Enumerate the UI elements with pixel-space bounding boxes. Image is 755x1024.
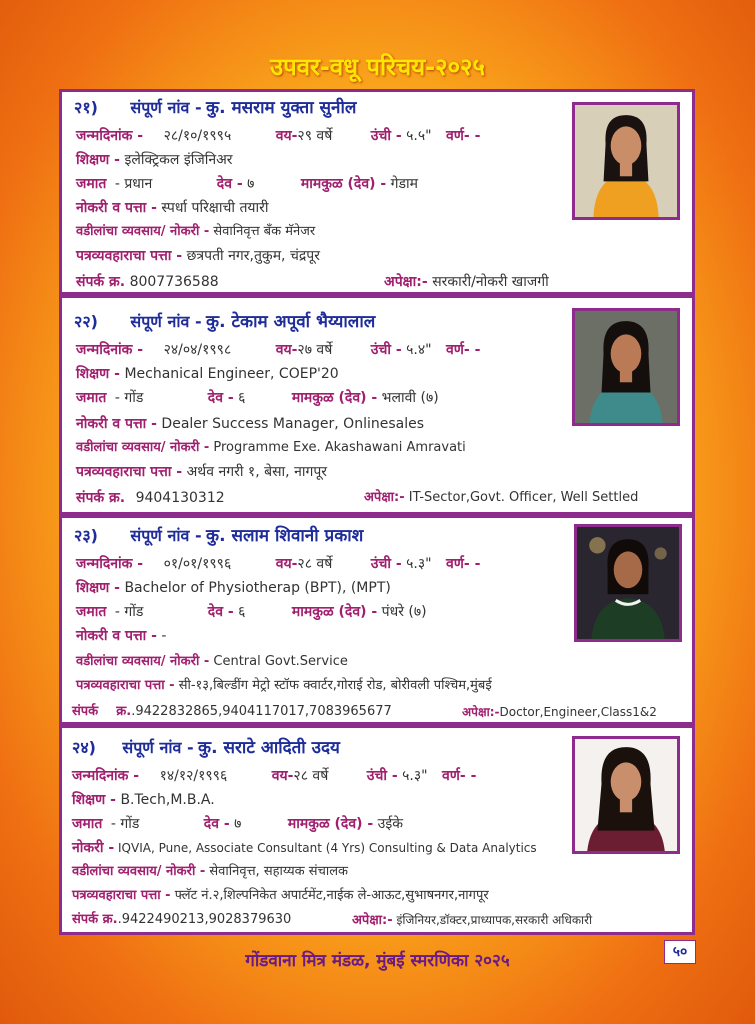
father-label: वडीलांचा व्यवसाय/ नोकरी -: [76, 224, 210, 239]
dob-row: [76, 554, 480, 574]
complexion-label: वर्ण- -: [446, 556, 481, 572]
profile-photo: [574, 524, 682, 642]
postal-row: [76, 676, 492, 696]
contact-row: [76, 488, 225, 508]
full-name-value: कु. मसराम युक्ता सुनील: [206, 98, 357, 118]
mamkul-value: भलावी (७): [381, 390, 439, 406]
expectation-row: [384, 272, 549, 292]
page-title: उपवर-वधू परिचय-२०२५: [269, 53, 486, 81]
name-row: [72, 738, 340, 759]
name-row: [74, 526, 363, 547]
mamkul-label: मामकुळ (देव) -: [291, 604, 378, 620]
education-row: [76, 364, 339, 384]
dob-label: जन्मदिनांक -: [72, 768, 140, 784]
caste-value: - प्रधान: [114, 176, 153, 192]
caste-row: [76, 602, 427, 622]
dob-row: [76, 126, 480, 146]
full-name-label: संपूर्ण नांव -: [130, 98, 202, 117]
profile-number: २२): [74, 312, 98, 331]
profile-card: [59, 89, 695, 295]
contact-value: 8007736588: [129, 274, 219, 290]
expectation-value: Doctor,Engineer,Class1&2: [499, 705, 657, 719]
dev-value: ७: [234, 816, 242, 832]
dev-label: देव -: [216, 176, 243, 192]
dob-label: जन्मदिनांक -: [76, 342, 144, 358]
name-row: [74, 312, 375, 333]
expectation-value: IT-Sector,Govt. Officer, Well Settled: [408, 490, 639, 505]
father-row: [76, 652, 348, 672]
age-label: वय-: [275, 128, 298, 144]
dob-value: २८/१०/१९९५: [163, 128, 232, 144]
dob-label: जन्मदिनांक -: [76, 556, 144, 572]
postal-value: अर्थव नगरी १, बेसा, नागपूर: [186, 464, 328, 480]
expectation-label: अपेक्षा:-: [352, 913, 393, 928]
height-value: ५.५": [406, 128, 432, 144]
mamkul-label: मामकुळ (देव) -: [300, 176, 387, 192]
expectation-label: अपेक्षा:-: [384, 274, 428, 290]
postal-value: सी-१३,बिल्डींग मेट्रो स्टॉफ क्वार्टर,गोराई रोड, बोरीवली पश्चिम,मुंबई: [178, 678, 492, 693]
job-value: स्पर्धा परिक्षाची तयारी: [161, 200, 269, 216]
complexion-label: वर्ण- -: [442, 768, 477, 784]
dev-value: ६: [238, 604, 246, 620]
complexion-label: वर्ण- -: [446, 342, 481, 358]
job-row: [76, 626, 166, 646]
mamkul-value: उईके: [377, 816, 403, 832]
caste-row: [76, 174, 418, 194]
footer-text: गोंडवाना मित्र मंडळ, मुंबई स्मरणिका २०२५: [245, 951, 510, 971]
contact-row: [76, 272, 219, 292]
height-label: उंची -: [370, 128, 402, 144]
mamkul-value: पंधरे (७): [381, 604, 427, 620]
name-row: [74, 98, 356, 119]
full-name-value: कु. सलाम शिवानी प्रकाश: [206, 526, 364, 546]
job-label: नोकरी व पत्ता -: [76, 628, 157, 644]
full-name-value: कु. सराटे आदिती उदय: [198, 738, 340, 758]
education-value: इलेक्ट्रिकल इंजिनिअर: [124, 152, 233, 168]
age-value: २९ वर्षे: [297, 128, 333, 144]
dob-label: जन्मदिनांक -: [76, 128, 144, 144]
caste-value: - गोंड: [114, 604, 144, 620]
contact-kra-label: क्र.: [116, 704, 132, 719]
education-value: Bachelor of Physiotherap (BPT), (MPT): [124, 580, 391, 596]
postal-label: पत्रव्यवहाराचा पत्ता -: [76, 248, 183, 264]
caste-label: जमात: [76, 390, 107, 406]
contact-label: संपर्क: [72, 704, 99, 719]
age-label: वय-: [275, 342, 298, 358]
father-label: वडीलांचा व्यवसाय/ नोकरी -: [72, 864, 206, 879]
caste-value: - गोंड: [114, 390, 144, 406]
contact-value: .9422490213,9028379630: [117, 912, 292, 927]
profile-number: २३): [74, 526, 98, 545]
dev-value: ६: [238, 390, 246, 406]
expectation-value: सरकारी/नोकरी खाजगी: [432, 274, 549, 290]
education-label: शिक्षण -: [76, 152, 120, 168]
contact-row: [72, 702, 392, 722]
father-label: वडीलांचा व्यवसाय/ नोकरी -: [76, 654, 210, 669]
age-value: २८ वर्षे: [293, 768, 329, 784]
mamkul-label: मामकुळ (देव) -: [287, 816, 374, 832]
full-name-label: संपूर्ण नांव -: [130, 312, 202, 331]
education-row: [76, 150, 233, 170]
age-label: वय-: [271, 768, 294, 784]
postal-value: छत्रपती नगर,तुकुम, चंद्रपूर: [186, 248, 320, 264]
father-value: सेवानिवृत्त, सहाय्यक संचालक: [209, 864, 349, 879]
contact-label: संपर्क क्र.: [76, 490, 126, 506]
age-label: वय-: [275, 556, 298, 572]
profile-card: [59, 295, 695, 515]
father-value: Central Govt.Service: [213, 654, 348, 669]
age-value: २८ वर्षे: [297, 556, 333, 572]
dev-value: ७: [247, 176, 255, 192]
dob-row: [72, 766, 476, 786]
caste-label: जमात: [76, 604, 107, 620]
full-name-label: संपूर्ण नांव -: [122, 738, 194, 757]
postal-row: [76, 462, 327, 482]
profile-photo: [572, 102, 680, 220]
job-label: नोकरी व पत्ता -: [76, 416, 157, 432]
contact-row: [72, 910, 291, 930]
father-row: [76, 438, 466, 458]
caste-value: - गोंड: [110, 816, 140, 832]
caste-row: [72, 814, 403, 834]
expectation-row: [352, 910, 592, 931]
height-value: ५.४": [406, 342, 432, 358]
job-row: [72, 838, 537, 858]
dob-value: २४/०४/१९९८: [163, 342, 232, 358]
height-label: उंची -: [366, 768, 398, 784]
contact-label: संपर्क क्र.: [72, 912, 118, 927]
profile-photo: [572, 308, 680, 426]
height-value: ५.३": [406, 556, 432, 572]
height-label: उंची -: [370, 556, 402, 572]
page-number: ५०: [664, 940, 696, 964]
father-row: [72, 862, 348, 882]
expectation-label: अपेक्षा:-: [364, 490, 405, 505]
job-value: Dealer Success Manager, Onlinesales: [161, 416, 425, 432]
father-label: वडीलांचा व्यवसाय/ नोकरी -: [76, 440, 210, 455]
job-value: -: [161, 628, 167, 644]
postal-label: पत्रव्यवहाराचा पत्ता -: [72, 888, 171, 903]
profile-number: २४): [72, 738, 96, 757]
height-value: ५.३": [402, 768, 428, 784]
mamkul-label: मामकुळ (देव) -: [291, 390, 378, 406]
contact-value: 9404130312: [135, 490, 225, 506]
dob-value: १४/१२/१९९६: [159, 768, 228, 784]
expectation-row: [364, 488, 638, 508]
father-value: Programme Exe. Akashawani Amravati: [213, 440, 466, 455]
postal-row: [76, 246, 320, 266]
job-row: [76, 414, 424, 434]
dev-label: देव -: [207, 604, 234, 620]
postal-value: फ्लॅट नं.२,शिल्पनिकेत अपार्टमेंट,नाईक ले-आऊट,सुभाषनगर,नागपूर: [174, 888, 489, 903]
full-name-label: संपूर्ण नांव -: [130, 526, 202, 545]
education-label: शिक्षण -: [76, 580, 120, 596]
expectation-row: [462, 702, 657, 722]
father-row: [76, 222, 315, 242]
job-label: नोकरी -: [72, 840, 115, 856]
education-value: B.Tech,M.B.A.: [120, 792, 215, 808]
dev-label: देव -: [207, 390, 234, 406]
postal-label: पत्रव्यवहाराचा पत्ता -: [76, 464, 183, 480]
education-value: Mechanical Engineer, COEP'20: [124, 366, 339, 382]
job-value: IQVIA, Pune, Associate Consultant (4 Yrs) Consulting & Data Analytics: [118, 841, 537, 855]
education-row: [72, 790, 215, 810]
profile-photo: [572, 736, 680, 854]
full-name-value: कु. टेकाम अपूर्वा भैय्यालाल: [206, 312, 376, 332]
caste-label: जमात: [72, 816, 103, 832]
expectation-value: इंजिनियर,डॉक्टर,प्राध्यापक,सरकारी अधिकारी: [396, 913, 593, 927]
dev-label: देव -: [203, 816, 230, 832]
contact-value: .9422832865,9404117017,7083965677: [131, 704, 392, 719]
job-row: [76, 198, 269, 218]
profile-card: [59, 515, 695, 725]
postal-label: पत्रव्यवहाराचा पत्ता -: [76, 678, 175, 693]
age-value: २७ वर्षे: [297, 342, 333, 358]
education-row: [76, 578, 391, 598]
caste-row: [76, 388, 439, 408]
father-value: सेवानिवृत्त बँक मॅनेजर: [213, 224, 316, 239]
dob-value: ०१/०१/१९९६: [163, 556, 232, 572]
profile-card: [59, 725, 695, 935]
dob-row: [76, 340, 480, 360]
job-label: नोकरी व पत्ता -: [76, 200, 157, 216]
complexion-label: वर्ण- -: [446, 128, 481, 144]
contact-label: संपर्क क्र.: [76, 274, 126, 290]
profile-number: २१): [74, 98, 98, 117]
education-label: शिक्षण -: [76, 366, 120, 382]
education-label: शिक्षण -: [72, 792, 116, 808]
mamkul-value: गेडाम: [390, 176, 419, 192]
caste-label: जमात: [76, 176, 107, 192]
height-label: उंची -: [370, 342, 402, 358]
postal-row: [72, 886, 489, 906]
expectation-label: अपेक्षा:-: [462, 705, 500, 719]
